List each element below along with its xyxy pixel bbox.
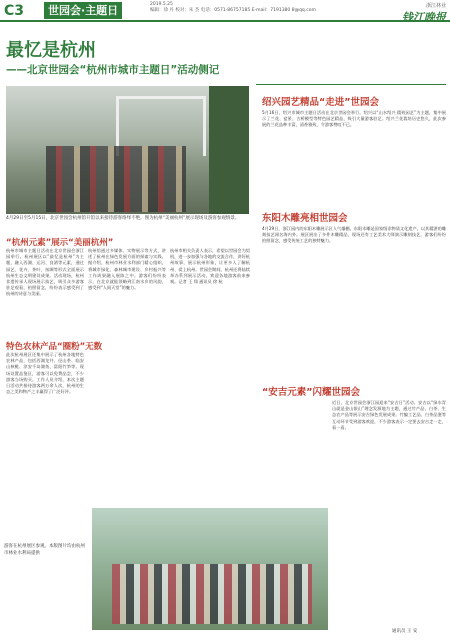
article-subtitle: ——北京世园会“杭州市城市主题日”活动侧记 bbox=[6, 64, 220, 76]
newspaper-logo: 钱江晚报 bbox=[402, 11, 446, 24]
right-byline: 通讯员 王 安 bbox=[392, 629, 418, 634]
right-divider bbox=[256, 84, 446, 85]
header-meta bbox=[150, 2, 316, 14]
col1-subhead: “杭州元素”展示“美丽杭州” bbox=[6, 238, 114, 248]
right-head-shaoxing: 绍兴园艺精品“走进”世园会 bbox=[262, 97, 379, 108]
col3-text: 杭州馆通过多媒体、实物展示等方式，讲述了杭州在绿色发展方面的探索与实践。据介绍，杭州市林业水利部门精心组织，将城市绿化、森林城市建设、乡村振兴等工作成果融入展陈之中。游客们纷纷表示，在北京就能领略到江南水乡的风韵，感受到“人间天堂”的魅力。 bbox=[88, 248, 166, 291]
page-header bbox=[0, 0, 450, 22]
bottom-photo-caption: 游客在杭州展区参观。本版图片均由杭州市林业水利局提供 bbox=[4, 544, 85, 556]
col4-text: 杭州市相关负责人表示，希望以世园会为契机，进一步加强与各地的交流合作，讲好杭州故事，展示杭州形象，让更多人了解杭州、爱上杭州。世园会期间，杭州还将陆续举办系列展示活动，欢迎各地游客前来参观。记者 王 翔 通讯员 徐 杭 bbox=[170, 248, 250, 285]
article-title: 最忆是杭州 bbox=[6, 40, 96, 61]
col2-text: 此次杭州展区还集中展示了杭州各地特色农林产品，包括西湖龙井、径山茶、临安山核桃、淳安千岛湖鱼、富阳竹笋等。现场设置品鉴区，游客可以免费品尝，不少游客当场购买。工作人员介绍，本次主题日活动共接待游客两万余人次，杭州的生态之美和物产之丰赢得了广泛好评。 bbox=[6, 352, 84, 395]
right-text-shaoxing: 5月16日，绍兴市城市主题日活动在北京世园会举行。绍兴以“山水绍兴 精致园艺”为主题，集中展示了兰花、盆景、古桥模型等特色园艺精品，吸引大量游客驻足。绍兴兰花栽培历史悠久，此次参展的兰花品种丰富，清香雅致，令游客赞叹不已。 bbox=[262, 110, 446, 128]
editor-info: 编辑：徐 丹 校对：朱 杰 电话：0571-86757185 E-mail：7191380 8@qq.com bbox=[150, 8, 316, 13]
top-photo-caption: 4月29日至5月15日，北京世园会杭州馆开馆以来接待游客络绎不绝。图为杭州“美丽杭州”展示现场及游客参观情景。 bbox=[6, 216, 240, 221]
section-title: 世园会·主题日 bbox=[44, 2, 122, 19]
issue-date: 2019.5.25 bbox=[150, 2, 173, 7]
visitors-group bbox=[112, 564, 312, 624]
header-brand bbox=[402, 2, 446, 25]
right-head-dongyang: 东阳木雕亮相世园会 bbox=[262, 213, 348, 224]
right-head-anji: “安吉元素”闪耀世园会 bbox=[262, 387, 360, 398]
visitors-crowd bbox=[46, 146, 186, 212]
plant-wall bbox=[209, 86, 249, 214]
col1-text: 杭州市城市主题日活动在北京世园会浙江园举行。杭州展区以“最忆是杭州”为主题，融入西湖、运河、良渚等元素，通过园艺、花卉、茶叶、丝绸等形式全面展示杭州生态文明建设成果。活动现场，杭州非遗传承人现场展示技艺，吸引众多游客驻足观看，拍照留念，纷纷表示感受到了杭州的诗意与美丽。 bbox=[6, 248, 84, 297]
header-region: 浙江林业 bbox=[425, 3, 446, 9]
page-number: C3 bbox=[4, 3, 25, 19]
right-text-dongyang: 4月29日，浙江园内的东阳木雕展示区人气爆棚。东阳木雕是国家级非物质文化遗产，以其精湛的雕刻技艺闻名海内外。展区展出了多件木雕精品，现场还有工艺美术大师演示雕刻技艺，游客们纷纷拍照留念，感受传统工艺的独特魅力。 bbox=[262, 226, 446, 244]
right-text-anji: 近日，北京世园会浙江园迎来“安吉日”活动。安吉以“绿水青山就是金山银山”理念发源地为主题，通过竹产品、白茶、生态农产品等展示安吉绿色发展成果。竹编工艺品、白茶品鉴等互动环节受到游客欢迎，不少游客表示一定要去安吉走一走，看一看。 bbox=[332, 400, 446, 430]
col2-subhead: 特色农林产品“圈粉”无数 bbox=[6, 342, 103, 352]
top-photo bbox=[6, 86, 249, 214]
bottom-photo bbox=[92, 508, 328, 630]
